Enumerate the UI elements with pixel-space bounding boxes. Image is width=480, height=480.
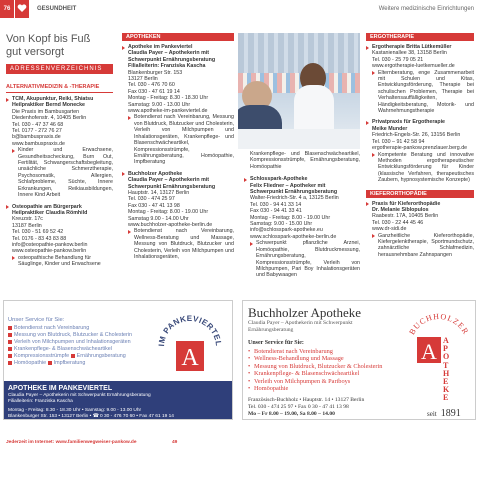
ad-banner-sub: Claudia Payer – Apothekerin mit Schwerpunkt Ernährungsberatung xyxy=(8,393,151,398)
entry-website[interactable]: www.buchholzer-apotheke-berlin.de xyxy=(128,221,213,228)
entry-line: Blankenburger Str. 153 xyxy=(128,69,183,76)
category-header-kieferorthopaedie: KIEFERORTHOPÄDIE xyxy=(366,190,474,198)
category-title: ALTERNATIVMEDIZIN & -THERAPIE xyxy=(6,84,100,90)
entry-line: Tel. 0176 - 83 43 83 88 xyxy=(12,235,67,242)
entry-line: Samstag: 9.00 - 15.00 Uhr xyxy=(250,221,313,228)
entry-line: Raabestr. 17A, 10405 Berlin xyxy=(372,213,439,220)
entry-title: Osteopathie am Bürgerpark xyxy=(6,204,113,210)
svg-text:BUCHHOLZER xyxy=(407,312,470,336)
heart-icon xyxy=(15,0,29,18)
entry-services: Botendienst nach Vereinbarung, Messung von Blutdruck, Blutzucker und Cholesterin, Verleih von Milchpumpen und Inhalationsgeräten, Krankenpflege- und Blasenschwächeartikel, Kompressionsstrümpfe, Ernährungsberatung, Homöopathie, Impfberatung xyxy=(128,114,234,165)
entry-website[interactable]: www.osteopathie-pankow.berlin xyxy=(12,248,87,255)
entry-subtitle: Heilpraktiker Claudia Römhild xyxy=(12,209,88,216)
footer-page-number: 49 xyxy=(172,440,178,445)
ad-address-line: Französisch-Buchholz • Hauptstr. 14 • 13127 Berlin xyxy=(248,397,365,404)
entry-tcm xyxy=(6,96,113,199)
ad-banner-title: APOTHEKE IM PANKEVIERTEL xyxy=(8,385,113,392)
entry-line: Kreuzstr. 17c xyxy=(12,216,43,223)
ad-hours: Montag - Freitag: 8.30 - 18.30 Uhr • Samstag: 9.00 - 13.00 Uhr xyxy=(8,408,142,413)
logo-arc-text: BUCHHOLZER xyxy=(407,311,471,337)
entry-line: Tel. 030 - 476 70 60 xyxy=(128,82,175,89)
footer-link[interactable]: Jederzeit im Internet: www.familienwegweiser-pankow.de xyxy=(6,440,137,445)
entry-services-continued: Krankenpflege- und Blasenschwächeartikel, Kompressionsstrümpfe, Ernährungsberatung, Homöopathie xyxy=(250,151,360,170)
pharmacy-photo xyxy=(238,33,360,149)
logo-letter: A xyxy=(181,345,199,371)
ad-subtitle: Claudia Payer – Apothekerin mit Schwerpunkt xyxy=(248,320,353,326)
ad-service-item: Krankenpflege- & Blasenschwächeartikel xyxy=(8,346,148,353)
entry-email[interactable]: info@schlosspark-apotheke.eu xyxy=(250,227,323,234)
entry-line: Tel. 0177 - 272 76 27 xyxy=(12,128,62,135)
entry-line: Die Praxis im Bambusgarten xyxy=(12,108,80,115)
ad-service-title: Unser Service für Sie: xyxy=(248,340,304,346)
ad-service-item: • Wellness-Behandlung und Massage xyxy=(248,355,398,362)
entry-services: Kinder und Erwachsene, Gesundheitsscheckung, Burn Out, Fertilität, Schwangerschaftsbegleitung, unsächliche Schmerztherapie, Psychosomatik, Allergien, Schlafprobleme, Süchte, Innere Erkrankungen, Reikiausbildungen, Innere Kind Arbeit xyxy=(12,147,113,198)
entry-line: 13127 Berlin xyxy=(128,76,158,83)
entry-ergotherapie-luetkemueller xyxy=(366,44,474,114)
entry-line: Tel. 030 - 47 37 46 68 xyxy=(12,121,64,128)
logo-arc-text: IM PANKEVIERTEL xyxy=(156,313,224,347)
entry-privatpraxis-ergotherapie xyxy=(366,119,474,183)
entry-line: Samstag 9.00 - 14.00 Uhr xyxy=(128,215,189,222)
logo-year: 1891 xyxy=(440,408,461,419)
entry-schlosspark-apotheke xyxy=(244,176,360,279)
ad-service-list xyxy=(248,348,398,392)
entry-services: osteopathische Behandlung für Säuglinge, Kinder und Erwachsene xyxy=(12,255,113,268)
category-header-ergotherapie: ERGOTHERAPIE xyxy=(366,33,474,41)
ad-title: Buchholzer Apotheke xyxy=(248,305,361,320)
ad-service-item: Messung von Blutdruck, Blutzucker & Cholesterin xyxy=(8,332,148,339)
entry-title: TCM, Akupunktur, Reiki, Shiatsu xyxy=(6,96,113,102)
entry-line: Tel. 030 - 25 79 05 21 xyxy=(372,56,424,63)
entry-services: Elternberatung, enge Zusammenarbeit mit Schulen und Kitas, Entwicklungsförderung, Therapie bei schulischen Problemen, Therapie bei Verhaltensauffälligkeiten, Händigkeitsberatung, Motorik- und Wahrnehmungstherapie xyxy=(372,70,474,115)
ad-apotheke-pankeviertel xyxy=(3,300,233,420)
entry-line: Samstag: 9.00 - 13.00 Uhr xyxy=(128,101,191,108)
entry-subtitle: Heilpraktiker Bernd Monecke xyxy=(12,102,86,109)
entry-services: Ganzheitliche Kieferorthopädie, Kiefergelenktherapie, Sportmundschutz, zahnärztliche Schlafmedizin, herausnehmbare Zahnspangen xyxy=(372,233,474,259)
ad-service-item: Verleih von Milchpumpen und Inhalationsgeräten xyxy=(8,339,148,346)
heart-icon-box xyxy=(15,0,29,18)
entry-subtitle: Claudia Payer – Apothekerin mit Schwerpunkt Ernährungsberatung xyxy=(128,50,216,63)
entry-line: Fax 030 - 47 41 13 98 xyxy=(128,202,180,209)
entry-email[interactable]: info@osteopathie-pankow.berlin xyxy=(12,241,88,248)
logo-letter: A xyxy=(421,339,437,364)
entry-title: Privatpraxis für Ergotherapie xyxy=(366,119,474,125)
entry-line: Tel. 030 - 22 44 45 46 xyxy=(372,219,424,226)
ad-service-item: • Krankenpflege- & Blasenschwächeartikel xyxy=(248,370,398,377)
section-label-right: Weitere medizinische Einrichtungen xyxy=(378,6,474,12)
category-header-apotheken: APOTHEKEN xyxy=(122,33,234,41)
logo-arc-svg xyxy=(154,307,226,379)
entry-website[interactable]: www.bambuspraxis.de xyxy=(12,140,65,147)
page-title xyxy=(6,33,113,59)
column-3 xyxy=(244,151,360,279)
entry-line: Friedrich-Engels-Str. 26, 13156 Berlin xyxy=(372,132,461,139)
entry-line: Tel. 030 - 474 25 97 xyxy=(128,196,175,203)
column-1 xyxy=(6,33,113,268)
entry-website[interactable]: www.dr-sidi.de xyxy=(372,226,407,233)
entry-subtitle: Dr. Melanie Siblopulos xyxy=(372,206,429,213)
buchholzer-logo xyxy=(403,307,475,419)
entry-website[interactable]: www.ergotherapie-luetkemueller.de xyxy=(372,63,455,70)
entry-website[interactable]: www.schlosspark-apotheke-berlin.de xyxy=(250,233,337,240)
entry-line: Walter-Friedrich-Str. 4 a, 13125 Berlin xyxy=(250,195,339,202)
entry-apotheke-pankeviertel xyxy=(122,44,234,166)
column-4 xyxy=(366,33,474,258)
entry-title: Praxis für Kieferorthopädie xyxy=(366,201,474,207)
entry-kieferorthopaedie xyxy=(366,201,474,259)
entry-line: Tel. 030 - 51 69 52 42 xyxy=(12,229,64,236)
entry-line: Fax 030 - 47 61 19 14 xyxy=(128,88,180,95)
ad-banner xyxy=(4,381,233,420)
ad-buchholzer-apotheke xyxy=(242,300,476,420)
ad-service-title: Unser Service für Sie: xyxy=(8,317,65,323)
page-number-box xyxy=(0,0,14,18)
entry-line: Hauptstr. 14, 13127 Berlin xyxy=(128,189,190,196)
entry-services: Kompetente Beratung und innovative Methoden ergotherapeutischer Entwicklungsförderung für Kinder (klassische Verfahren, therapeutisches Zaubern, hypnosystemische Konzepte) xyxy=(372,152,474,184)
section-label: GESUNDHEIT xyxy=(37,6,77,12)
entry-buchholzer-apotheke xyxy=(122,171,234,261)
entry-subtitle: Meike Munder xyxy=(372,125,408,132)
entry-line: Montag - Freitag: 8.30 - 18.30 Uhr xyxy=(128,95,209,102)
entry-line: Tel. 030 – 91 42 58 94 xyxy=(372,138,425,145)
ad-service-item: Homöopathie Impfberatung xyxy=(8,360,148,367)
entry-line: Fax 030 - 94 41 33 41 xyxy=(250,208,302,215)
ad-subtitle: Ernährungsberatung xyxy=(248,327,294,333)
page-title-line-2: gut versorgt xyxy=(6,46,65,58)
entry-line: Montag - Freitag: 8.00 - 19.00 Uhr xyxy=(250,214,331,221)
entry-subtitle: Claudia Payer – Apothekerin mit Schwerpunkt Ernährungsberatung xyxy=(128,177,216,190)
page-title-line-1: Von Kopf bis Fuß xyxy=(6,33,91,45)
ad-service-item: • Botendienst nach Vereinbarung xyxy=(248,348,398,355)
ad-service-item: • Verleih von Milchpumpen & Pariboys xyxy=(248,378,398,385)
logo-vertical-text: APOTHEKE xyxy=(443,336,450,403)
entry-manager: Filialleiterin: Franziska Kascha xyxy=(128,63,206,70)
pankeviertel-logo xyxy=(154,307,226,379)
entry-line: 13187 Berlin xyxy=(12,222,42,229)
directory-subtitle: ADRESSENVERZEICHNIS xyxy=(6,64,113,74)
entry-line: Diedenhofenstr. 4, 10405 Berlin xyxy=(12,115,87,122)
footer-bar xyxy=(0,440,480,448)
entry-line: Tel. 030 - 94 41 33 14 xyxy=(250,201,302,208)
page-number: 76 xyxy=(3,6,11,12)
entry-services: Botendienst nach Vereinbarung, Wellness-Beratung und Massage, Messung von Blutdruck, Blutzucker und Cholesterin, Verleih von Milchpumpen und Inhalationsgeräten, xyxy=(128,228,234,260)
entry-email[interactable]: b@bambuspraxis.de xyxy=(12,134,61,141)
entry-line: Kastanienallee 38, 13158 Berlin xyxy=(372,50,447,57)
entry-title: Ergotherapie Britta Lütkemüller xyxy=(366,44,474,50)
ad-service-item: • Homöopathie xyxy=(248,385,398,392)
ad-banner-sub: Filialleiterin: Franziska Kascha xyxy=(8,399,73,404)
entry-subtitle: Felix Fliedner – Apotheker mit Schwerpunkt Ernährungsberatung xyxy=(250,182,338,196)
entry-title: Schlosspark-Apotheke xyxy=(244,176,360,182)
ad-service-item: • Messung von Blutdruck, Blutzucker & Cholesterin xyxy=(248,363,398,370)
entry-website[interactable]: www.apotheke-im-pankeviertel.de xyxy=(128,108,208,115)
entry-services: Schwerpunkt pflanzliche Arznei, Homöopathie, Blutdruckmessung, Ernährungsberatung, Kompressionsstrümpfe, Verleih von Milchpumpen, Pari Boy Inhalationsgeräten und Babywaagen xyxy=(250,240,360,278)
entry-website[interactable]: ergotherapie-pankow.prenzlauer.berg.de xyxy=(372,145,468,152)
ad-service-item: Kompressionsstrümpfe Ernährungsberatung xyxy=(8,353,148,360)
ad-address-line: Tel. 030 - 474 25 97 • Fax 0 30 - 47 41 13 98 xyxy=(248,404,349,411)
ad-address: Blankenburger Str. 153 • 13127 Berlin • ☎ 0 30 - 476 70 60 • Fax 47 61 19 14 xyxy=(8,414,174,419)
entry-title: Apotheke im Pankeviertel xyxy=(122,44,234,50)
entry-line: Montag - Freitag: 8.00 - 19.00 Uhr xyxy=(128,209,209,216)
entry-title: Buchholzer Apotheke xyxy=(122,171,234,177)
column-2 xyxy=(122,33,234,260)
logo-seit: seit xyxy=(427,410,437,418)
ad-service-item: Botendienst nach Vereinbarung xyxy=(8,325,148,332)
ad-hours: Mo – Fr 8.00 – 19.00, Sa 8.00 – 14.00 xyxy=(248,411,335,418)
ad-service-list xyxy=(8,325,148,367)
entry-osteopathie xyxy=(6,204,113,268)
